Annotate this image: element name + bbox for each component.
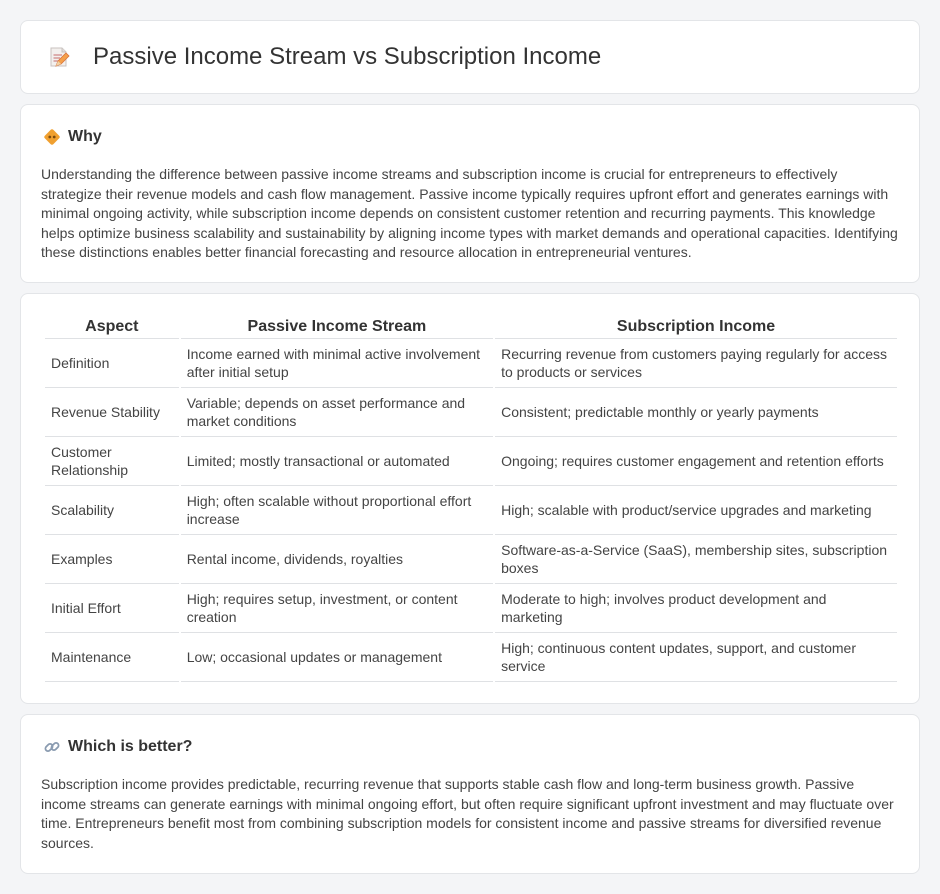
cell-subscription: Moderate to high; involves product development and marketing [495, 584, 897, 633]
cell-subscription: Recurring revenue from customers paying regularly for access to products or services [495, 339, 897, 388]
lightbulb-bulb-icon [43, 128, 61, 146]
header-subscription: Subscription Income [495, 318, 897, 339]
cell-passive: High; requires setup, investment, or content creation [181, 584, 493, 633]
header-aspect: Aspect [45, 318, 179, 339]
table-row [45, 339, 897, 388]
header-passive: Passive Income Stream [181, 318, 493, 339]
cell-passive: Limited; mostly transactional or automated [181, 437, 493, 486]
cell-aspect: Customer Relationship [45, 437, 179, 486]
cell-aspect: Revenue Stability [45, 388, 179, 437]
cell-passive: Variable; depends on asset performance and market conditions [181, 388, 493, 437]
cell-subscription: Consistent; predictable monthly or yearly payments [495, 388, 897, 437]
table-row [45, 486, 897, 535]
table-row [45, 535, 897, 584]
page-title: Passive Income Stream vs Subscription Income [93, 43, 602, 70]
title-card [20, 20, 920, 94]
which-better-section [20, 714, 920, 874]
which-better-text: Subscription income provides predictable, recurring revenue that supports stable cash flow and long-term business growth. Passive income streams can generate earnings with minimal ongoing effort, but often require significant upfront investment and may fluctuate over time. Entrepreneurs benefit most from combining subscription models for consistent income and passive streams for diversified revenue sources. [41, 776, 894, 851]
table-row [45, 584, 897, 633]
table-header-row [45, 318, 897, 339]
cell-aspect: Maintenance [45, 633, 179, 682]
comparison-table [43, 318, 899, 682]
cell-aspect: Initial Effort [45, 584, 179, 633]
table-row [45, 633, 897, 682]
cell-subscription: Software-as-a-Service (SaaS), membership sites, subscription boxes [495, 535, 897, 584]
cell-passive: High; often scalable without proportional effort increase [181, 486, 493, 535]
cell-subscription: High; scalable with product/service upgrades and marketing [495, 486, 897, 535]
cell-subscription: High; continuous content updates, support, and customer service [495, 633, 897, 682]
why-text: Understanding the difference between passive income streams and subscription income is crucial for entrepreneurs to effectively strategize their revenue models and cash flow management. Passive income typically requires upfront effort and generates earnings with minimal ongoing activity, while subscription income depends on consistent customer retention and recurring payments. This knowledge helps optimize business scalability and sustainability by aligning income types with market demands and operational capacities. Identifying these distinctions enables better financial forecasting and resource allocation in entrepreneurial ventures. [41, 166, 898, 260]
cell-subscription: Ongoing; requires customer engagement and retention efforts [495, 437, 897, 486]
cell-aspect: Examples [45, 535, 179, 584]
cell-passive: Low; occasional updates or management [181, 633, 493, 682]
cell-aspect: Scalability [45, 486, 179, 535]
cell-aspect: Definition [45, 339, 179, 388]
table-row [45, 388, 897, 437]
why-title: Why [68, 128, 102, 145]
cell-passive: Rental income, dividends, royalties [181, 535, 493, 584]
comparison-table-card [20, 293, 920, 704]
memo-pencil-icon [47, 45, 71, 69]
why-section [20, 104, 920, 283]
link-icon [43, 738, 61, 756]
table-row [45, 437, 897, 486]
cell-passive: Income earned with minimal active involvement after initial setup [181, 339, 493, 388]
which-better-title: Which is better? [68, 738, 193, 755]
